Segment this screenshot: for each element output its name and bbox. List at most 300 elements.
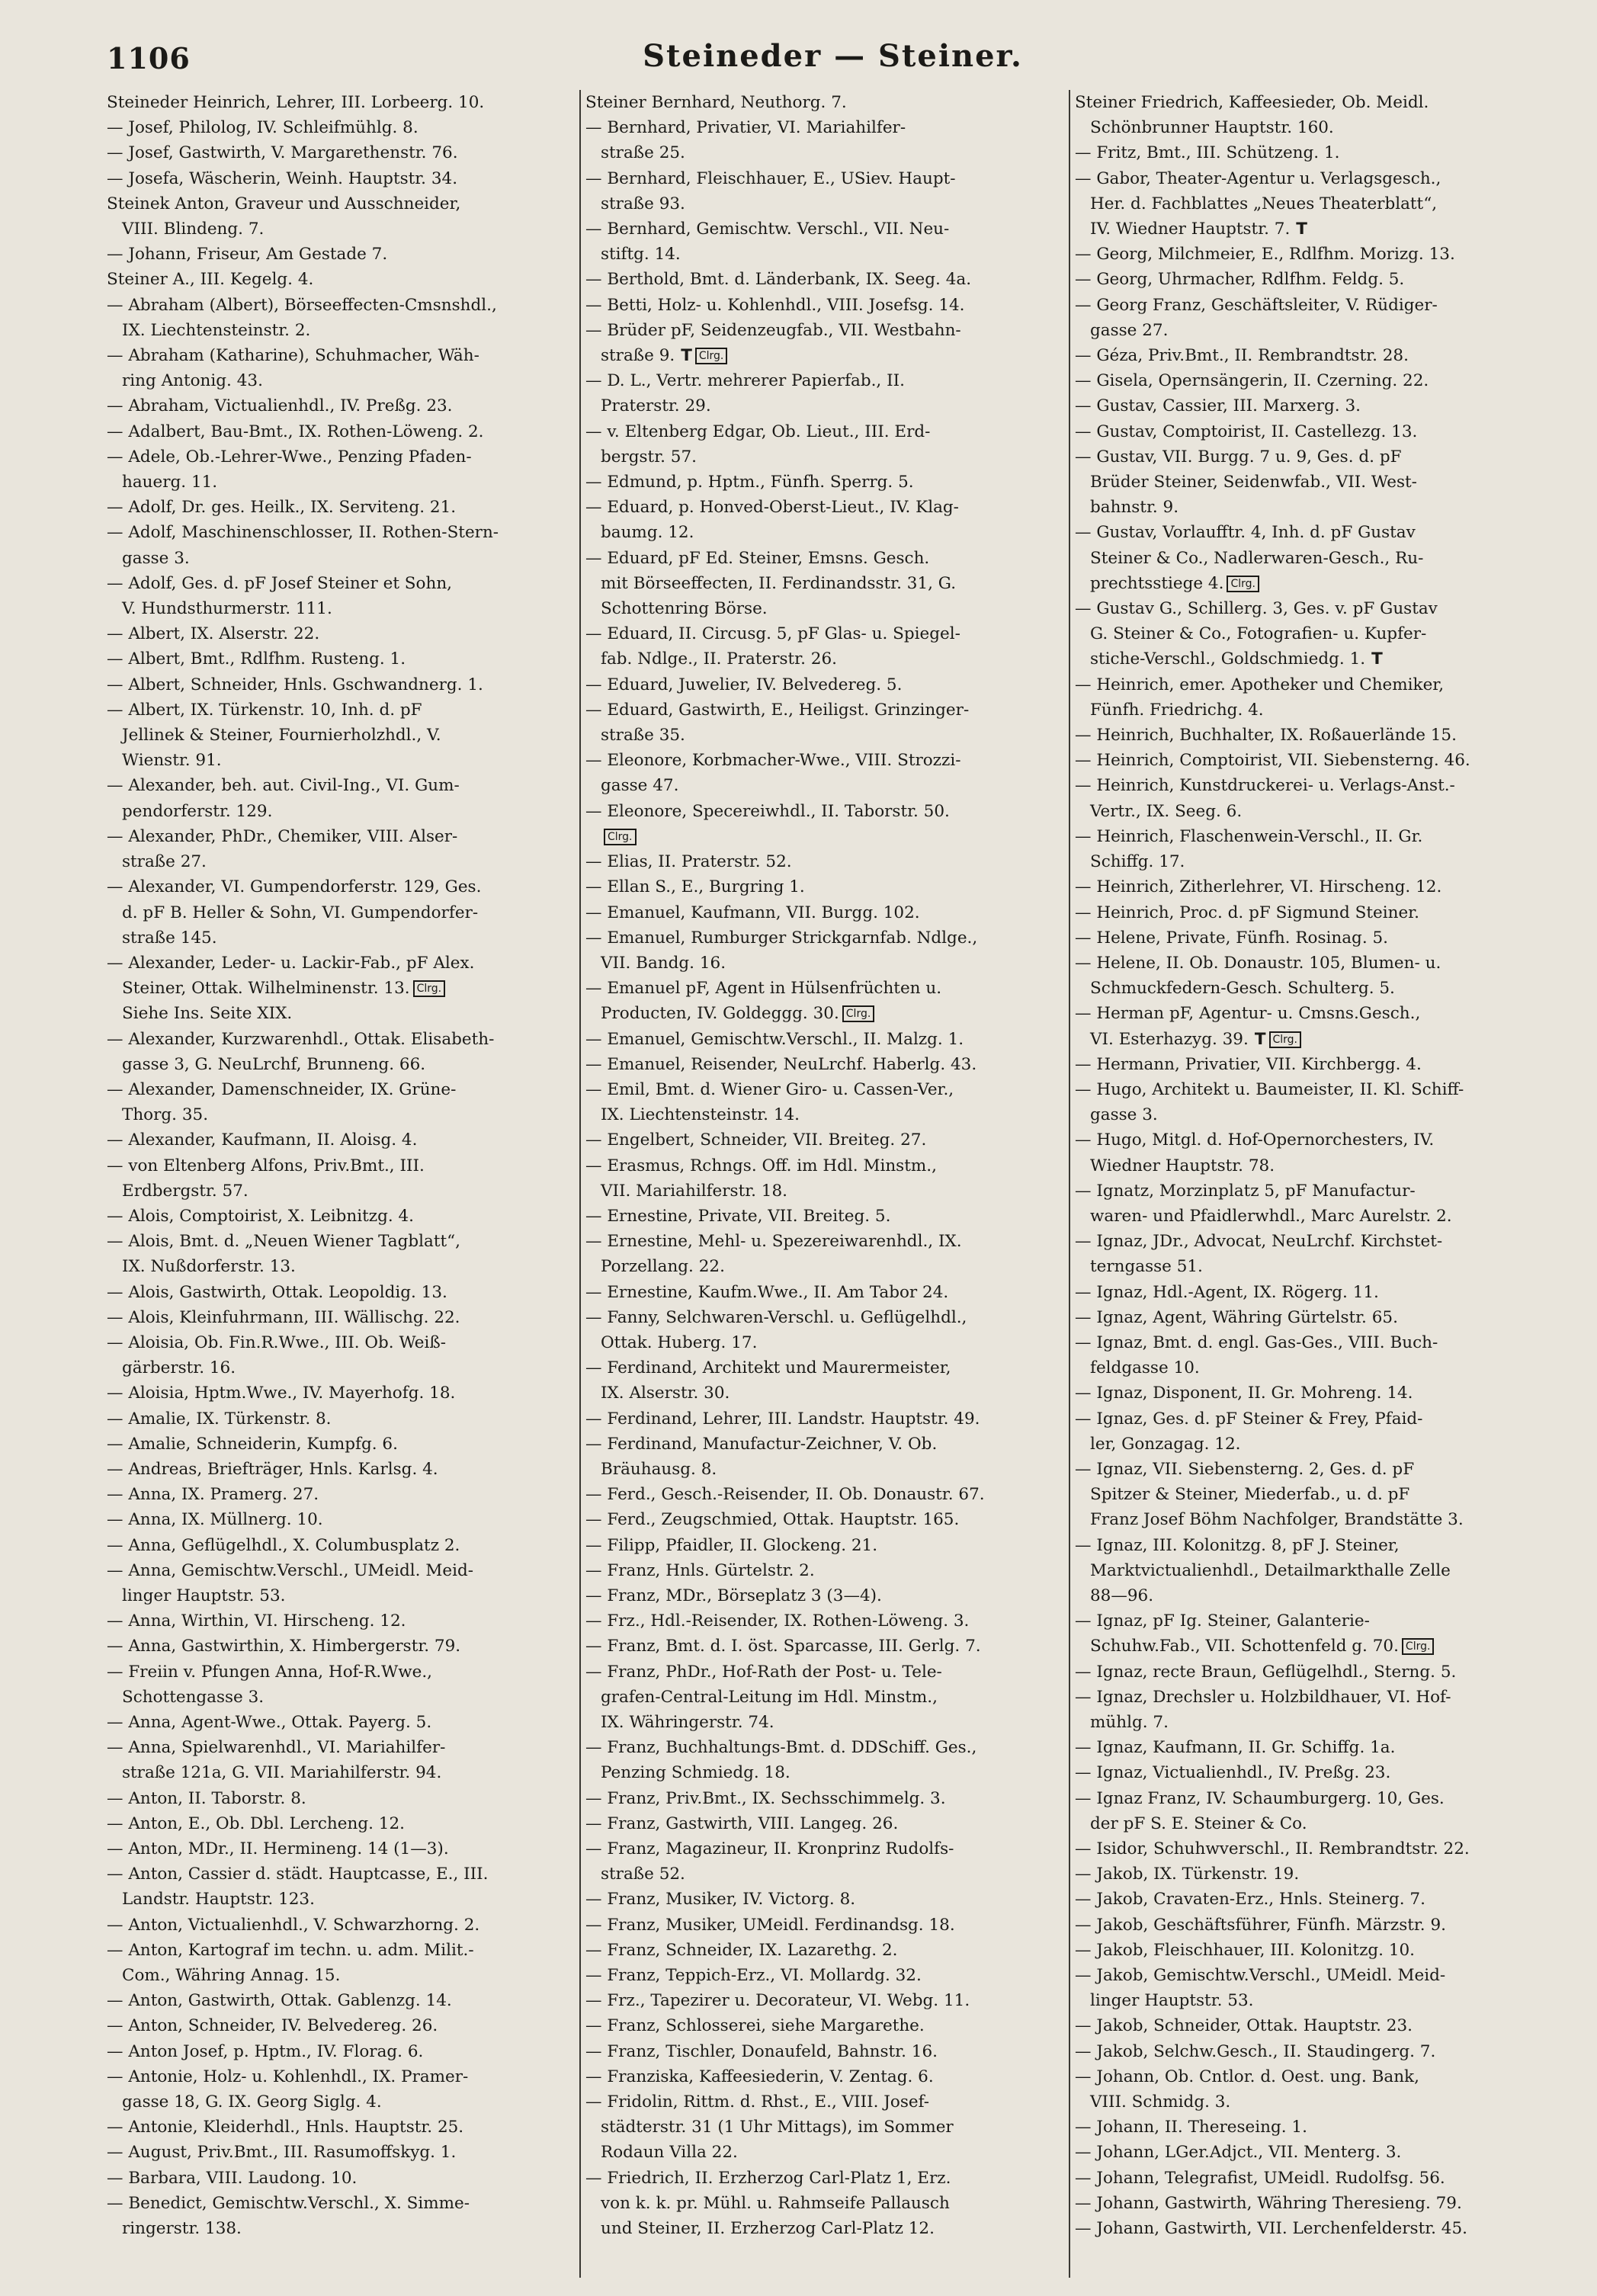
directory-entry-line xyxy=(585,697,1060,723)
directory-entry-line xyxy=(107,2064,581,2089)
entry-text: gasse 47. xyxy=(601,776,679,796)
directory-entry-line xyxy=(107,2191,581,2216)
directory-entry-line xyxy=(1075,368,1549,393)
entry-text: Schönbrunner Hauptstr. 160. xyxy=(1090,118,1334,138)
directory-entry-line xyxy=(1075,925,1549,951)
entry-text: — Gustav G., Schillerg. 3, Ges. v. pF Gustav xyxy=(1075,599,1438,619)
entry-text: Steiner Bernhard, Neuthorg. 7. xyxy=(585,93,847,112)
entry-text: — Anton, Schneider, IV. Belvedereg. 26. xyxy=(107,2016,438,2036)
entry-text: — Ernestine, Private, VII. Breiteg. 5. xyxy=(585,1206,891,1226)
entry-text: Wiedner Hauptstr. 78. xyxy=(1090,1156,1275,1175)
entry-text: — Emanuel pF, Agent in Hülsenfrüchten u. xyxy=(585,979,942,999)
entry-text: straße 27. xyxy=(122,852,207,872)
directory-entry-line xyxy=(107,343,581,368)
directory-entry-line xyxy=(107,444,581,470)
directory-entry-line xyxy=(107,520,581,545)
directory-entry-line xyxy=(107,773,581,798)
directory-entry-line xyxy=(585,444,1060,470)
directory-entry-line xyxy=(1075,216,1549,242)
directory-entry-line xyxy=(107,495,581,520)
directory-entry-line xyxy=(585,318,1060,343)
directory-entry-line xyxy=(1075,1077,1549,1102)
directory-entry-line xyxy=(1075,874,1549,899)
entry-text: — Anna, Spielwarenhdl., VI. Mariahilfer- xyxy=(107,1738,446,1758)
directory-entry-line xyxy=(585,1507,1060,1532)
directory-entry-line xyxy=(107,1811,581,1836)
directory-entry-line xyxy=(107,216,581,242)
entry-text: — Josefa, Wäscherin, Weinh. Hauptstr. 34. xyxy=(107,168,458,188)
directory-entry-line xyxy=(1075,293,1549,318)
directory-entry-line xyxy=(1075,1558,1549,1583)
entry-text: — Ignaz, Agent, Währing Gürtelstr. 65. xyxy=(1075,1307,1398,1327)
directory-entry-line xyxy=(585,1685,1060,1710)
entry-text: — Helene, Private, Fünfh. Rosinag. 5. xyxy=(1075,928,1388,948)
entry-text: — Ignaz, pF Ig. Steiner, Galanterie- xyxy=(1075,1611,1370,1631)
telephone-mark: T xyxy=(681,346,692,366)
directory-entry-line xyxy=(1075,1027,1549,1052)
entry-text: — Johann, Telegrafist, UMeidl. Rudolfsg. 56. xyxy=(1075,2168,1445,2188)
entry-text: — Jakob, Selchw.Gesch., II. Staudingerg. 7. xyxy=(1075,2041,1436,2061)
entry-text: — Anna, Agent-Wwe., Ottak. Payerg. 5. xyxy=(107,1713,432,1732)
entry-text: — Josef, Gastwirth, V. Margarethenstr. 76. xyxy=(107,143,458,163)
entry-text: Schottengasse 3. xyxy=(122,1687,265,1707)
directory-entry-line xyxy=(1075,1432,1549,1457)
directory-entry-line xyxy=(585,1432,1060,1457)
entry-text: — Johann, Gastwirth, Währing Theresieng. 79. xyxy=(1075,2193,1462,2213)
entry-text: Wienstr. 91. xyxy=(122,751,222,771)
clearing-badge: Clrg. xyxy=(1227,576,1259,592)
entry-text: — Amalie, IX. Türkenstr. 8. xyxy=(107,1409,332,1429)
directory-entry-line xyxy=(1075,1634,1549,1659)
directory-entry-line xyxy=(585,1786,1060,1811)
directory-entry-line xyxy=(1075,748,1549,773)
entry-text: — Alexander, PhDr., Chemiker, VIII. Alser- xyxy=(107,826,458,846)
directory-entry-line xyxy=(107,1634,581,1659)
entry-text: Franz Josef Böhm Nachfolger, Brandstätte 3. xyxy=(1090,1510,1464,1530)
directory-entry-line xyxy=(1075,1229,1549,1254)
directory-entry-line xyxy=(107,723,581,748)
entry-text: — Georg, Uhrmacher, Rdlfhm. Feldg. 5. xyxy=(1075,270,1405,290)
directory-entry-line xyxy=(107,874,581,899)
entry-text: — Franz, Priv.Bmt., IX. Sechsschimmelg. 3. xyxy=(585,1788,946,1808)
directory-entry-line xyxy=(107,318,581,343)
directory-entry-line xyxy=(107,799,581,824)
entry-text: — Jakob, Cravaten-Erz., Hnls. Steinerg. 7. xyxy=(1075,1890,1425,1910)
directory-entry-line xyxy=(107,1659,581,1685)
directory-entry-line xyxy=(585,520,1060,545)
directory-entry-line xyxy=(585,1938,1060,1963)
directory-entry-line xyxy=(107,596,581,621)
entry-text: — Alois, Bmt. d. „Neuen Wiener Tagblatt“, xyxy=(107,1232,460,1252)
telephone-mark: T xyxy=(1296,220,1307,239)
directory-entry-line xyxy=(107,1432,581,1457)
directory-entry-line xyxy=(585,1153,1060,1178)
directory-entry-line xyxy=(1075,697,1549,723)
entry-text: — Ferdinand, Lehrer, III. Landstr. Hauptstr. 49. xyxy=(585,1409,980,1429)
entry-text: — Anton, Victualienhdl., V. Schwarzhorng. 2. xyxy=(107,1915,480,1935)
entry-text: — Ignaz, Hdl.-Agent, IX. Rögerg. 11. xyxy=(1075,1282,1379,1302)
directory-entry-line xyxy=(107,748,581,773)
entry-text: — Ignaz, Kaufmann, II. Gr. Schiffg. 1a. xyxy=(1075,1738,1396,1758)
entry-text: — Gisela, Opernsängerin, II. Czerning. 22. xyxy=(1075,371,1429,391)
directory-entry-line xyxy=(585,824,1060,849)
directory-entry-line xyxy=(1075,824,1549,849)
entry-text: — Franz, Magazineur, II. Kronprinz Rudolfs- xyxy=(585,1839,954,1859)
entry-text: — Franz, Schneider, IX. Lazarethg. 2. xyxy=(585,1940,898,1960)
entry-text: — v. Eltenberg Edgar, Ob. Lieut., III. Erd- xyxy=(585,422,931,441)
entry-text: Steinek Anton, Graveur und Ausschneider, xyxy=(107,194,461,213)
entry-text: straße 93. xyxy=(601,194,685,213)
entry-text: — Emanuel, Gemischtw.Verschl., II. Malzg. 1. xyxy=(585,1029,964,1049)
directory-entry-line xyxy=(585,293,1060,318)
entry-text: — Jakob, Gemischtw.Verschl., UMeidl. Meid- xyxy=(1075,1966,1446,1986)
directory-entry-line xyxy=(585,368,1060,393)
directory-entry-line xyxy=(585,191,1060,216)
entry-text: — Franz, Bmt. d. I. öst. Sparcasse, III. Gerlg. 7. xyxy=(585,1637,981,1656)
directory-entry-line xyxy=(585,2216,1060,2241)
entry-text: — Ignaz, Victualienhdl., IV. Preßg. 23. xyxy=(1075,1763,1391,1783)
directory-entry-line xyxy=(585,976,1060,1001)
entry-text: — Ernestine, Kaufm.Wwe., II. Am Tabor 24. xyxy=(585,1282,949,1302)
directory-entry-line xyxy=(107,1305,581,1330)
entry-text: — Jakob, Geschäftsführer, Fünfh. Märzstr. 9. xyxy=(1075,1915,1446,1935)
directory-entry-line xyxy=(107,1558,581,1583)
entry-text: IX. Währingerstr. 74. xyxy=(601,1713,774,1732)
entry-text: — Ignaz, JDr., Advocat, NeuLrchf. Kirchstet- xyxy=(1075,1232,1443,1252)
directory-entry-line xyxy=(1075,571,1549,596)
entry-text: — Ignaz, recte Braun, Geflügelhdl., Sterng. 5. xyxy=(1075,1662,1457,1682)
directory-entry-line xyxy=(585,1659,1060,1685)
entry-text: — Georg Franz, Geschäftsleiter, V. Rüdiger- xyxy=(1075,295,1438,315)
entry-text: — Anna, Wirthin, VI. Hirscheng. 12. xyxy=(107,1611,406,1631)
entry-text: bergstr. 57. xyxy=(601,447,697,467)
directory-entry-line xyxy=(585,646,1060,672)
directory-entry-line xyxy=(107,90,581,115)
entry-text: — Emil, Bmt. d. Wiener Giro- u. Cassen-Ver., xyxy=(585,1079,954,1099)
entry-text: — Abraham (Albert), Börseeffecten-Cmsnshdl., xyxy=(107,295,497,315)
directory-entry-line xyxy=(1075,242,1549,267)
entry-text: — Eduard, p. Honved-Oberst-Lieut., IV. Klag- xyxy=(585,498,959,518)
entry-text: gasse 18, G. IX. Georg Siglg. 4. xyxy=(122,2092,382,2112)
entry-text: — Fritz, Bmt., III. Schützeng. 1. xyxy=(1075,143,1340,163)
directory-entry-line xyxy=(1075,1102,1549,1127)
entry-text: gasse 27. xyxy=(1090,320,1169,340)
directory-entry-line xyxy=(585,1305,1060,1330)
directory-entry-line xyxy=(107,1280,581,1305)
directory-entry-line xyxy=(1075,1280,1549,1305)
entry-text: — Anna, Gemischtw.Verschl., UMeidl. Meid- xyxy=(107,1560,473,1580)
entry-text: Steineder Heinrich, Lehrer, III. Lorbeerg. 10. xyxy=(107,93,485,112)
directory-entry-line xyxy=(107,571,581,596)
directory-entry-line xyxy=(1075,2039,1549,2064)
directory-entry-line xyxy=(1075,191,1549,216)
directory-entry-line xyxy=(585,115,1060,140)
directory-entry-line xyxy=(107,1204,581,1229)
entry-text: — Aloisia, Ob. Fin.R.Wwe., III. Ob. Weiß- xyxy=(107,1332,447,1352)
entry-text: — Ignatz, Morzinplatz 5, pF Manufactur- xyxy=(1075,1181,1416,1201)
entry-text: — Johann, Ob. Cntlor. d. Oest. ung. Bank, xyxy=(1075,2067,1419,2086)
directory-entry-line xyxy=(1075,1735,1549,1760)
directory-entry-line xyxy=(585,2191,1060,2216)
directory-entry-line xyxy=(107,900,581,925)
entry-text: waren- und Pfaidlerwhdl., Marc Aurelstr. 2. xyxy=(1090,1206,1452,1226)
directory-entry-line xyxy=(585,242,1060,267)
directory-entry-line xyxy=(107,1533,581,1558)
directory-entry-line xyxy=(1075,1178,1549,1204)
entry-text: Siehe Ins. Seite XIX. xyxy=(122,1004,293,1024)
directory-entry-line xyxy=(107,1330,581,1355)
entry-text: — Ferd., Zeugschmied, Ottak. Hauptstr. 165. xyxy=(585,1510,960,1530)
entry-text: — Hugo, Architekt u. Baumeister, II. Kl. Schiff- xyxy=(1075,1079,1464,1099)
entry-text: — Ferdinand, Architekt und Maurermeister, xyxy=(585,1358,951,1378)
entry-text: — Alexander, beh. aut. Civil-Ing., VI. Gum- xyxy=(107,776,460,796)
entry-text: Her. d. Fachblattes „Neues Theaterblatt“, xyxy=(1090,194,1438,213)
entry-text: — Hermann, Privatier, VII. Kirchbergg. 4. xyxy=(1075,1054,1422,1074)
entry-text: — Ferdinand, Manufactur-Zeichner, V. Ob. xyxy=(585,1434,938,1454)
directory-entry-line xyxy=(585,1254,1060,1279)
directory-entry-line xyxy=(107,1229,581,1254)
entry-text: Steiner A., III. Kegelg. 4. xyxy=(107,270,314,290)
directory-entry-line xyxy=(107,267,581,292)
directory-entry-line xyxy=(585,1735,1060,1760)
directory-entry-line xyxy=(585,1913,1060,1938)
entry-text: — Betti, Holz- u. Kohlenhdl., VIII. Josefsg. 14. xyxy=(585,295,965,315)
entry-text: Schiffg. 17. xyxy=(1090,852,1185,872)
entry-text: — Alexander, Damenschneider, IX. Grüne- xyxy=(107,1079,457,1099)
page-number: 1106 xyxy=(107,41,191,75)
entry-text: — Eduard, II. Circusg. 5, pF Glas- u. Spiegel- xyxy=(585,624,960,644)
directory-entry-line xyxy=(585,1811,1060,1836)
telephone-mark: T xyxy=(1254,1029,1266,1049)
entry-text: — Berthold, Bmt. d. Länderbank, IX. Seeg. 4a. xyxy=(585,270,972,290)
entry-text: — Gustav, Cassier, III. Marxerg. 3. xyxy=(1075,396,1361,416)
entry-text: — Benedict, Gemischtw.Verschl., X. Simme- xyxy=(107,2193,470,2213)
entry-text: — Ferd., Gesch.-Reisender, II. Ob. Donaustr. 67. xyxy=(585,1485,985,1505)
entry-text: — Franz, PhDr., Hof-Rath der Post- u. Tele- xyxy=(585,1662,942,1682)
directory-entry-line xyxy=(107,242,581,267)
entry-text: Schmuckfedern-Gesch. Schulterg. 5. xyxy=(1090,979,1395,999)
entry-text: VIII. Blindeng. 7. xyxy=(122,220,265,239)
directory-entry-line xyxy=(1075,1583,1549,1608)
entry-text: — Franz, Gastwirth, VIII. Langeg. 26. xyxy=(585,1813,899,1833)
entry-text: VI. Esterhazyg. 39. xyxy=(1090,1029,1249,1049)
directory-entry-line xyxy=(1075,1507,1549,1532)
directory-entry-line xyxy=(585,1558,1060,1583)
entry-text: straße 25. xyxy=(601,143,685,163)
directory-entry-line xyxy=(585,1482,1060,1507)
entry-text: — Adalbert, Bau-Bmt., IX. Rothen-Löweng. 2. xyxy=(107,422,484,441)
directory-entry-line xyxy=(585,267,1060,292)
directory-entry-line xyxy=(585,1102,1060,1127)
entry-text: — Anton, Cassier d. städt. Hauptcasse, E., III. xyxy=(107,1865,489,1884)
directory-entry-line xyxy=(1075,621,1549,646)
entry-text: — Franz, MDr., Börseplatz 3 (3—4). xyxy=(585,1586,882,1605)
directory-entry-line xyxy=(1075,1127,1549,1153)
entry-text: — Alois, Comptoirist, X. Leibnitzg. 4. xyxy=(107,1206,415,1226)
directory-entry-line xyxy=(1075,1457,1549,1482)
directory-entry-line xyxy=(585,571,1060,596)
entry-text: — Franz, Teppich-Erz., VI. Mollardg. 32. xyxy=(585,1966,922,1986)
entry-text: — Johann, Gastwirth, VII. Lerchenfelderstr. 45. xyxy=(1075,2219,1467,2239)
entry-text: — Ernestine, Mehl- u. Spezereiwarenhdl., IX. xyxy=(585,1232,962,1252)
directory-entry-line xyxy=(1075,1001,1549,1026)
directory-entry-line xyxy=(585,1861,1060,1887)
entry-text: Vertr., IX. Seeg. 6. xyxy=(1090,801,1243,821)
directory-entry-line xyxy=(1075,1760,1549,1785)
directory-entry-line xyxy=(585,1380,1060,1406)
directory-entry-line xyxy=(585,343,1060,368)
directory-entry-line xyxy=(585,2140,1060,2165)
entry-text: — Eduard, pF Ed. Steiner, Emsns. Gesch. xyxy=(585,548,930,568)
directory-entry-line xyxy=(1075,849,1549,874)
directory-entry-line xyxy=(1075,470,1549,495)
directory-entry-line xyxy=(107,140,581,165)
directory-entry-line xyxy=(1075,1710,1549,1735)
entry-text: — Ignaz, Ges. d. pF Steiner & Frey, Pfaid- xyxy=(1075,1409,1423,1429)
entry-text: — Antonie, Holz- u. Kohlenhdl., IX. Pramer- xyxy=(107,2067,469,2086)
directory-entry-line xyxy=(585,419,1060,444)
directory-entry-line xyxy=(107,1507,581,1532)
directory-entry-line xyxy=(107,2013,581,2038)
entry-text: — Amalie, Schneiderin, Kumpfg. 6. xyxy=(107,1434,398,1454)
entry-text: — Emanuel, Rumburger Strickgarnfab. Ndlge., xyxy=(585,928,978,948)
directory-entry-line xyxy=(1075,1659,1549,1685)
entry-text: — Filipp, Pfaidler, II. Glockeng. 21. xyxy=(585,1535,878,1555)
entry-text: IX. Alserstr. 30. xyxy=(601,1384,730,1403)
directory-entry-line xyxy=(107,1077,581,1102)
directory-entry-line xyxy=(1075,520,1549,545)
entry-text: bahnstr. 9. xyxy=(1090,498,1179,518)
entry-text: — Johann, Friseur, Am Gestade 7. xyxy=(107,245,388,265)
directory-entry-line xyxy=(107,646,581,672)
entry-text: — Alexander, Leder- u. Lackir-Fab., pF Alex. xyxy=(107,953,475,973)
directory-entry-line xyxy=(107,1178,581,1204)
entry-text: — Barbara, VIII. Laudong. 10. xyxy=(107,2168,358,2188)
column-divider xyxy=(1069,90,1070,2278)
directory-entry-line xyxy=(585,1204,1060,1229)
entry-text: straße 52. xyxy=(601,1865,685,1884)
entry-text: IV. Wiedner Hauptstr. 7. xyxy=(1090,220,1291,239)
entry-text: gärberstr. 16. xyxy=(122,1358,236,1378)
directory-entry-line xyxy=(1075,1786,1549,1811)
directory-entry-line xyxy=(585,1406,1060,1432)
entry-text: — Albert, Schneider, Hnls. Gschwandnerg. 1. xyxy=(107,675,483,694)
directory-entry-line xyxy=(1075,90,1549,115)
entry-text: — Heinrich, emer. Apotheker und Chemiker, xyxy=(1075,675,1445,694)
directory-entry-line xyxy=(585,216,1060,242)
entry-text: — Ellan S., E., Burgring 1. xyxy=(585,877,805,897)
directory-entry-line xyxy=(107,1254,581,1279)
entry-text: — Gabor, Theater-Agentur u. Verlagsgesch., xyxy=(1075,168,1441,188)
directory-column-3 xyxy=(1075,90,1549,2285)
entry-text: — Abraham (Katharine), Schuhmacher, Wäh- xyxy=(107,346,479,366)
entry-text: — Emanuel, Kaufmann, VII. Burgg. 102. xyxy=(585,903,920,922)
directory-entry-line xyxy=(107,191,581,216)
directory-column-2 xyxy=(585,90,1060,2285)
entry-text: Spitzer & Steiner, Miederfab., u. d. pF xyxy=(1090,1485,1410,1505)
directory-entry-line xyxy=(107,419,581,444)
directory-entry-line xyxy=(107,976,581,1001)
directory-entry-line xyxy=(585,2064,1060,2089)
directory-entry-line xyxy=(585,546,1060,571)
directory-entry-line xyxy=(585,1001,1060,1026)
directory-entry-line xyxy=(1075,773,1549,798)
entry-text: — Antonie, Kleiderhdl., Hnls. Hauptstr. 25. xyxy=(107,2118,464,2137)
directory-entry-line xyxy=(1075,1330,1549,1355)
entry-text: — Anton, Gastwirth, Ottak. Gablenzg. 14. xyxy=(107,1991,452,2011)
directory-entry-line xyxy=(107,1608,581,1634)
directory-entry-line xyxy=(585,1533,1060,1558)
entry-text: VII. Mariahilferstr. 18. xyxy=(601,1181,787,1201)
directory-entry-line xyxy=(1075,1533,1549,1558)
entry-text: — Jakob, IX. Türkenstr. 19. xyxy=(1075,1865,1300,1884)
entry-text: Ottak. Huberg. 17. xyxy=(601,1332,758,1352)
entry-text: — Emanuel, Reisender, NeuLrchf. Haberlg. 43. xyxy=(585,1054,977,1074)
directory-entry-line xyxy=(107,2140,581,2165)
directory-entry-line xyxy=(1075,951,1549,976)
entry-text: städterstr. 31 (1 Uhr Mittags), im Sommer xyxy=(601,2118,954,2137)
directory-entry-line xyxy=(585,723,1060,748)
entry-text: — Heinrich, Proc. d. pF Sigmund Steiner. xyxy=(1075,903,1419,922)
directory-entry-line xyxy=(1075,495,1549,520)
directory-entry-line xyxy=(1075,646,1549,672)
entry-text: linger Hauptstr. 53. xyxy=(1090,1991,1254,2011)
telephone-mark: T xyxy=(1371,649,1383,669)
directory-entry-line xyxy=(1075,976,1549,1001)
entry-text: — Ignaz, Disponent, II. Gr. Mohreng. 14. xyxy=(1075,1384,1413,1403)
page-header xyxy=(107,38,1559,84)
entry-text: ring Antonig. 43. xyxy=(122,371,263,391)
entry-text: IX. Nußdorferstr. 13. xyxy=(122,1257,296,1277)
entry-text: — Friedrich, II. Erzherzog Carl-Platz 1, Erz. xyxy=(585,2168,951,2188)
entry-text: der pF S. E. Steiner & Co. xyxy=(1090,1813,1307,1833)
directory-entry-line xyxy=(107,2166,581,2191)
directory-entry-line xyxy=(585,2115,1060,2140)
directory-entry-line xyxy=(1075,2191,1549,2216)
directory-entry-line xyxy=(585,2089,1060,2115)
entry-text: — Eduard, Juwelier, IV. Belvedereg. 5. xyxy=(585,675,903,694)
clearing-badge: Clrg. xyxy=(842,1005,875,1022)
directory-entry-line xyxy=(585,166,1060,191)
directory-entry-line xyxy=(1075,1836,1549,1861)
entry-text: — D. L., Vertr. mehrerer Papierfab., II. xyxy=(585,371,905,391)
entry-text: — Anton, Kartograf im techn. u. adm. Milit.- xyxy=(107,1940,474,1960)
entry-text: — Anton, E., Ob. Dbl. Lercheng. 12. xyxy=(107,1813,405,1833)
directory-entry-line xyxy=(107,1355,581,1380)
directory-entry-line xyxy=(1075,1204,1549,1229)
directory-entry-line xyxy=(1075,799,1549,824)
entry-text: — Franz, Musiker, UMeidl. Ferdinandsg. 18. xyxy=(585,1915,955,1935)
directory-entry-line xyxy=(1075,444,1549,470)
clearing-badge: Clrg. xyxy=(413,980,446,997)
entry-text: — Franz, Musiker, IV. Victorg. 8. xyxy=(585,1890,856,1910)
directory-entry-line xyxy=(585,1229,1060,1254)
directory-entry-line xyxy=(585,495,1060,520)
directory-entry-line xyxy=(107,2115,581,2140)
directory-entry-line xyxy=(1075,166,1549,191)
directory-entry-line xyxy=(585,1760,1060,1785)
entry-text: — Engelbert, Schneider, VII. Breiteg. 27. xyxy=(585,1130,927,1150)
entry-text: — Eleonore, Korbmacher-Wwe., VIII. Strozzi- xyxy=(585,751,961,771)
directory-entry-line xyxy=(107,2039,581,2064)
entry-text: straße 9. xyxy=(601,346,675,366)
directory-entry-line xyxy=(107,1380,581,1406)
entry-text: — Gustav, Vorlaufftr. 4, Inh. d. pF Gustav xyxy=(1075,523,1416,543)
entry-text: — Heinrich, Buchhalter, IX. Roßauerlände 15. xyxy=(1075,726,1457,746)
entry-text: — Edmund, p. Hptm., Fünfh. Sperrg. 5. xyxy=(585,473,914,492)
entry-text: — Alois, Gastwirth, Ottak. Leopoldig. 13. xyxy=(107,1282,447,1302)
directory-entry-line xyxy=(107,115,581,140)
